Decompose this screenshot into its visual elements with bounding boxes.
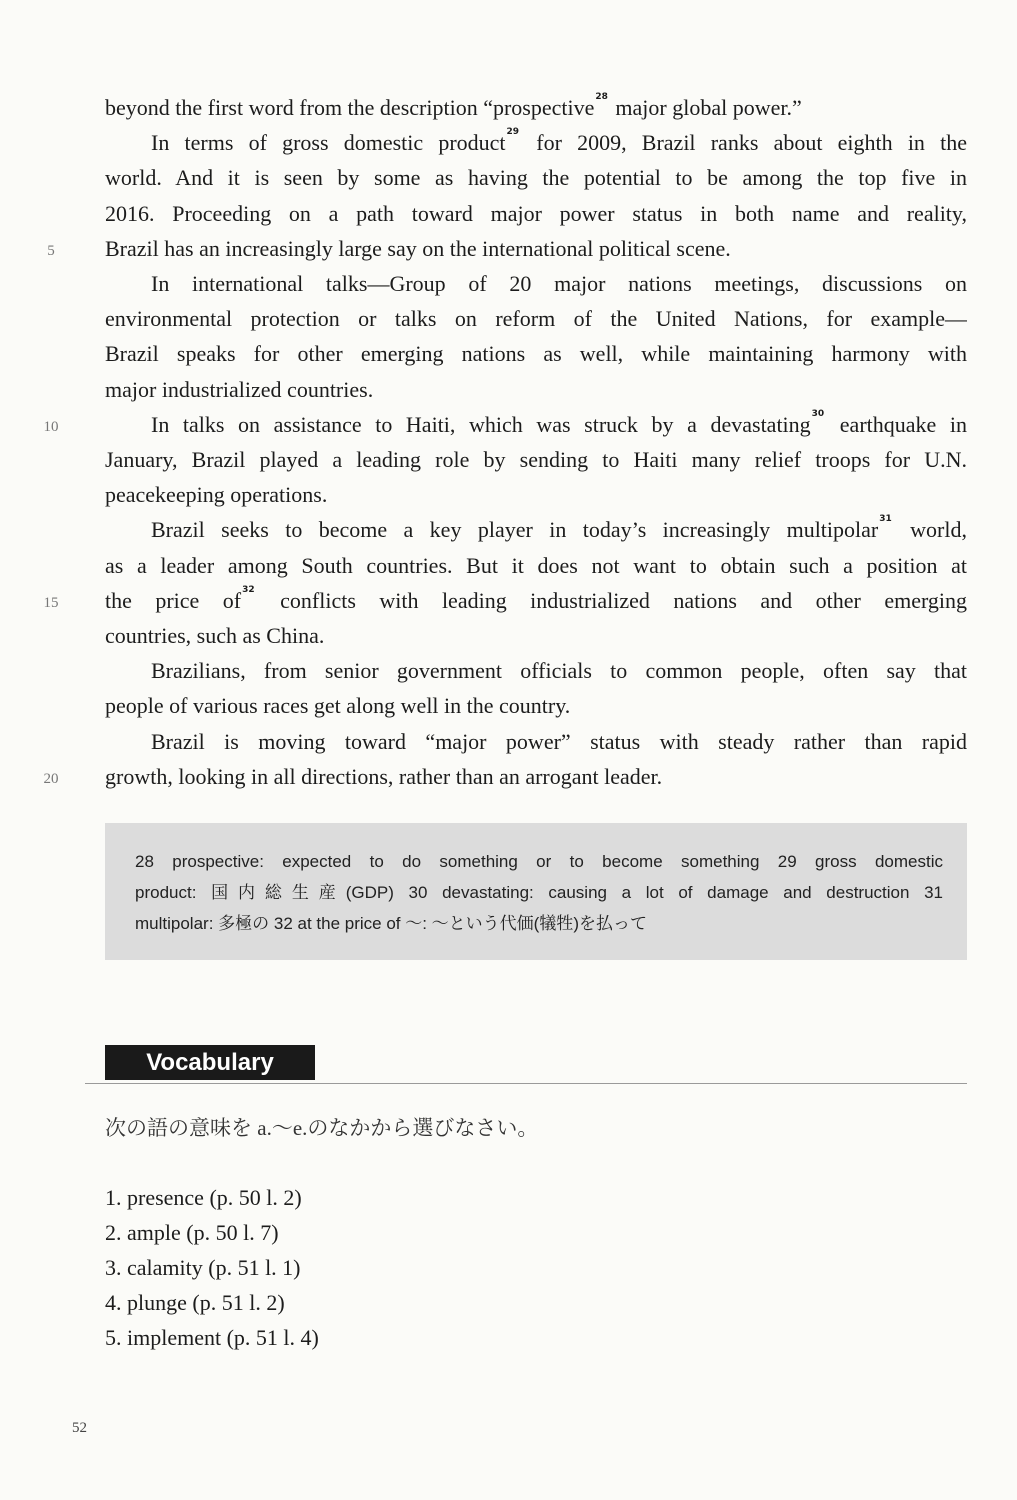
passage-text: world, [893, 517, 967, 543]
passage-text: as a leader among South countries. But it does not want to obtain such a position at [105, 552, 967, 578]
line-number: 15 [43, 594, 59, 611]
section-divider [85, 1083, 967, 1084]
vocabulary-item: 1. presence (p. 50 l. 2) [105, 1185, 302, 1210]
footnote-marker: 29 [506, 127, 520, 138]
passage-text: for 2009, Brazil ranks about eighth in the [521, 130, 967, 156]
footnote-line: product: 国内総生産(GDP) 30 devastating: causing a lot of damage and destruction 31 [135, 883, 943, 902]
passage-line [151, 266, 967, 301]
passage-line [151, 653, 967, 688]
passage-line [105, 688, 967, 723]
passage-text: the price of [105, 587, 242, 613]
vocabulary-heading: Vocabulary [105, 1045, 315, 1080]
passage-line [105, 442, 967, 477]
passage-text: major global power.” [609, 95, 802, 120]
passage-line [105, 618, 967, 653]
passage-text: Brazilians, from senior government officials to common people, often say that [151, 658, 967, 684]
passage-line [105, 231, 967, 266]
passage-text: Brazil has an increasingly large say on the international political scene. [105, 235, 731, 261]
passage-text: peacekeeping operations. [105, 482, 328, 508]
passage-line [151, 125, 967, 160]
passage-line [105, 90, 967, 125]
passage-line [151, 407, 967, 442]
passage-line [105, 160, 967, 195]
footnote-line: 28 prospective: expected to do something or to become something 29 gross domestic [135, 852, 943, 871]
line-number: 10 [43, 418, 59, 435]
passage-line [151, 724, 967, 759]
passage-line [105, 301, 967, 336]
vocabulary-item: 3. calamity (p. 51 l. 1) [105, 1255, 301, 1280]
footnote-line: multipolar: 多極の 32 at the price of ～: ～という代価(犠牲)を払って [135, 914, 647, 933]
passage-text: conflicts with leading industrialized nations and other emerging [256, 587, 967, 613]
passage-line [105, 336, 967, 371]
passage-text: Brazil speaks for other emerging nations as well, while maintaining harmony with [105, 341, 967, 367]
vocabulary-item: 4. plunge (p. 51 l. 2) [105, 1290, 285, 1315]
passage-text: environmental protection or talks on reform of the United Nations, for example— [105, 306, 967, 332]
passage-text: people of various races get along well in the country. [105, 693, 571, 719]
passage-text: In international talks—Group of 20 major nations meetings, discussions on [151, 271, 967, 296]
passage-text: January, Brazil played a leading role by sending to Haiti many relief troops for U.N. [105, 447, 967, 472]
passage-text: earthquake in [826, 411, 967, 437]
footnote-marker: 31 [879, 514, 892, 525]
vocabulary-item: 5. implement (p. 51 l. 4) [105, 1325, 319, 1350]
passage-text: In terms of gross domestic product [151, 130, 506, 156]
line-number: 20 [43, 770, 59, 787]
footnote-marker: 32 [242, 584, 255, 595]
page-number: 52 [72, 1420, 87, 1436]
footnote-marker: 28 [595, 92, 608, 102]
passage-text: 2016. Proceeding on a path toward major power status in both name and reality, [105, 200, 967, 226]
line-number: 5 [47, 242, 55, 259]
passage-line [105, 477, 967, 512]
passage-text: Brazil seeks to become a key player in today’s increasingly multipolar [151, 517, 879, 543]
vocabulary-instruction: 次の語の意味を a.～e.のなかから選びなさい。 [105, 1116, 539, 1140]
passage-text: beyond the first word from the description “prospective [105, 95, 595, 120]
passage-line [151, 512, 967, 547]
passage-text: major industrialized countries. [105, 376, 374, 402]
vocabulary-item: 2. ample (p. 50 l. 7) [105, 1220, 279, 1245]
passage-line [105, 583, 967, 618]
passage-line [105, 759, 967, 794]
passage-text: world. And it is seen by some as having the potential to be among the top five in [105, 165, 967, 191]
passage-line [105, 372, 967, 407]
passage-line [105, 196, 967, 231]
passage-text: Brazil is moving toward “major power” status with steady rather than rapid [151, 728, 967, 754]
footnotes-box [105, 823, 967, 960]
passage-text: countries, such as China. [105, 623, 325, 648]
passage-text: In talks on assistance to Haiti, which was struck by a devastating [151, 411, 811, 437]
passage-line [105, 548, 967, 583]
footnote-marker: 30 [811, 408, 825, 419]
passage-text: growth, looking in all directions, rather than an arrogant leader. [105, 763, 663, 789]
